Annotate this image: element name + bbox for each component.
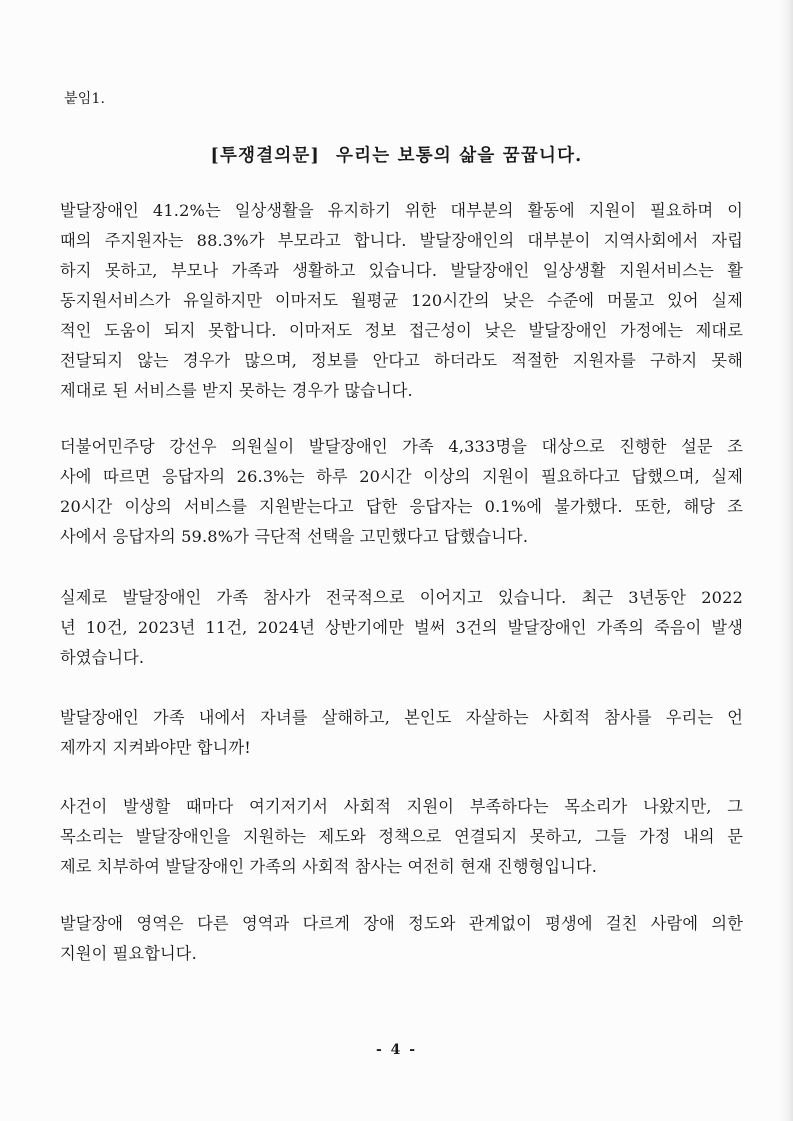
paragraph-5 — [60, 792, 743, 882]
paragraph-line: 목소리는 발달장애인을 지원하는 제도와 정책으로 연결되지 못하고, 그들 가정 내의 문 — [60, 827, 743, 846]
paragraph-line: 사에 따르면 응답자의 26.3%는 하루 20시간 이상의 지원이 필요하다고 답했으며, 실제 — [60, 467, 743, 486]
paragraph-line: 발달장애인 41.2%는 일상생활을 유지하기 위한 대부분의 활동에 지원이 필요하며 이 — [60, 201, 743, 220]
attachment-label: 붙임1. — [64, 91, 106, 107]
paragraph-line: 발달장애 영역은 다른 영역과 다르게 장애 정도와 관계없이 평생에 걸친 사람에 의한 — [60, 914, 743, 933]
paragraph-line: 년 10건, 2023년 11건, 2024년 상반기에만 벌써 3건의 발달장애인 가족의 죽음이 발생 — [60, 618, 743, 637]
title-text: 우리는 보통의 삶을 꿈꿉니다. — [336, 146, 583, 166]
paragraph-line: 발달장애인 가족 내에서 자녀를 살해하고, 본인도 자살하는 사회적 참사를 우리는 언 — [60, 708, 743, 727]
paragraph-6 — [60, 909, 743, 969]
paragraph-line: 제대로 된 서비스를 받지 못하는 경우가 많습니다. — [60, 381, 413, 400]
page-edge-shadow — [779, 0, 793, 1121]
paragraph-line: 때의 주지원자는 88.3%가 부모라고 합니다. 발달장애인의 대부분이 지역사회에서 자립 — [60, 231, 743, 250]
title-tag: [투쟁결의문] — [210, 146, 321, 166]
paragraph-line: 사건이 발생할 때마다 여기저기서 사회적 지원이 부족하다는 목소리가 나왔지만, 그 — [60, 797, 743, 816]
paragraph-line: 적인 도움이 되지 못합니다. 이마저도 정보 접근성이 낮은 발달장애인 가정에는 제대로 — [60, 321, 743, 340]
paragraph-line: 더불어민주당 강선우 의원실이 발달장애인 가족 4,333명을 대상으로 진행한 설문 조 — [60, 437, 743, 456]
paragraph-4 — [60, 703, 743, 763]
paragraph-line: 하였습니다. — [60, 648, 145, 667]
paragraph-line: 하지 못하고, 부모나 가족과 생활하고 있습니다. 발달장애인 일상생활 지원서비스는 활 — [60, 261, 743, 280]
paragraph-line: 제로 치부하여 발달장애인 가족의 사회적 참사는 여전히 현재 진행형입니다. — [60, 857, 598, 876]
paragraph-1 — [60, 196, 743, 406]
document-title — [0, 142, 793, 167]
paragraph-line: 제까지 지켜봐야만 합니까! — [60, 738, 251, 757]
paragraph-3 — [60, 583, 743, 673]
paragraph-2 — [60, 432, 743, 552]
page-number: - 4 - — [375, 1042, 418, 1058]
paragraph-line: 사에서 응답자의 59.8%가 극단적 선택을 고민했다고 답했습니다. — [60, 527, 529, 546]
paragraph-line: 실제로 발달장애인 가족 참사가 전국적으로 이어지고 있습니다. 최근 3년동안 2022 — [60, 588, 743, 607]
paragraph-line: 20시간 이상의 서비스를 지원받는다고 답한 응답자는 0.1%에 불가했다. 또한, 해당 조 — [60, 497, 743, 516]
paragraph-line: 지원이 필요합니다. — [60, 944, 197, 963]
paragraph-line: 동지원서비스가 유일하지만 이마저도 월평균 120시간의 낮은 수준에 머물고 있어 실제 — [60, 291, 743, 310]
paragraph-line: 전달되지 않는 경우가 많으며, 정보를 안다고 하더라도 적절한 지원자를 구하지 못해 — [60, 351, 743, 370]
